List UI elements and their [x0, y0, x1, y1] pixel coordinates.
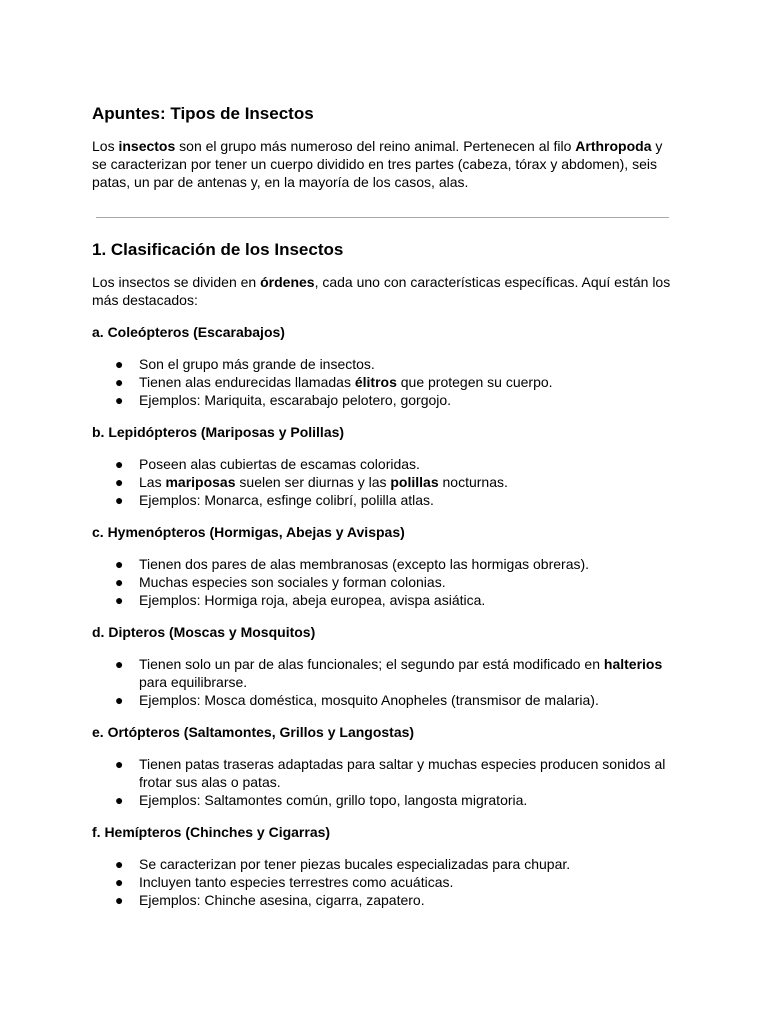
list-item: [92, 455, 677, 473]
list-item-text: Incluyen tanto especies terrestres como acuáticas.: [139, 874, 454, 890]
list-item-bold-term: élitros: [354, 374, 397, 390]
list-item-bold-term: polillas: [390, 474, 439, 490]
bullet-list-coleopteros: [92, 355, 677, 409]
section-title: 1. Clasificación de los Insectos: [92, 240, 344, 259]
intro-text: y se caracterizan por tener un cuerpo dividido en tres partes (cabeza, tórax y abdomen), seis patas, un par de antenas y, en la mayoría de los casos, alas.: [92, 138, 663, 190]
list-item-text: Se caracterizan por tener piezas bucales especializadas para chupar.: [139, 856, 571, 872]
bullet-icon: ●: [115, 692, 124, 708]
bullet-icon: ●: [115, 856, 124, 872]
list-item: [92, 355, 677, 373]
list-item-bold-term: mariposas: [165, 474, 236, 490]
list-item: [92, 791, 677, 809]
bullet-icon: ●: [115, 374, 124, 390]
list-item: [92, 555, 677, 573]
bullet-icon: ●: [115, 892, 124, 908]
list-item-text: Muchas especies son sociales y forman colonias.: [139, 574, 446, 590]
bullet-icon: ●: [115, 792, 124, 808]
bullet-list-ortopteros: [92, 755, 677, 809]
list-item-text: para equilibrarse.: [139, 674, 248, 690]
list-item-bold-term: halterios: [603, 656, 663, 672]
list-item-text: Tienen alas endurecidas llamadas: [139, 374, 355, 390]
list-item-text: Son el grupo más grande de insectos.: [139, 356, 375, 372]
list-item-text: que protegen su cuerpo.: [396, 374, 553, 390]
list-item: [92, 491, 677, 509]
subsection-title-ortopteros: e. Ortópteros (Saltamontes, Grillos y Langostas): [92, 724, 415, 740]
list-item-text: Ejemplos: Saltamontes común, grillo topo, langosta migratoria.: [139, 792, 528, 808]
list-item-text: Las: [139, 474, 166, 490]
horizontal-divider: [96, 217, 669, 218]
list-item: [92, 855, 677, 873]
intro-text: Los: [92, 138, 119, 154]
document-page: [92, 102, 677, 909]
section-intro-paragraph: [92, 273, 677, 309]
list-item-text: Tienen dos pares de alas membranosas (excepto las hormigas obreras).: [139, 556, 590, 572]
list-item: [92, 655, 677, 691]
list-item: [92, 755, 677, 791]
intro-text: son el grupo más numeroso del reino animal. Pertenecen al filo: [175, 138, 576, 154]
document-title: Apuntes: Tipos de Insectos: [92, 104, 314, 123]
bullet-icon: ●: [115, 874, 124, 890]
bullet-icon: ●: [115, 492, 124, 508]
subsection-title-lepidopteros: b. Lepidópteros (Mariposas y Polillas): [92, 424, 345, 440]
list-item-text: Ejemplos: Chinche asesina, cigarra, zapatero.: [139, 892, 425, 908]
list-item: [92, 691, 677, 709]
list-item: [92, 373, 677, 391]
bullet-icon: ●: [115, 756, 124, 772]
bullet-icon: ●: [115, 556, 124, 572]
bullet-list-hymenopteros: [92, 555, 677, 609]
bullet-list-lepidopteros: [92, 455, 677, 509]
intro-paragraph: [92, 137, 677, 191]
subsection-title-hemipteros: f. Hemípteros (Chinches y Cigarras): [92, 824, 331, 840]
list-item: [92, 891, 677, 909]
list-item-text: Tienen solo un par de alas funcionales; el segundo par está modificado en: [139, 656, 604, 672]
list-item-text: Ejemplos: Mosca doméstica, mosquito Anopheles (transmisor de malaria).: [139, 692, 599, 708]
list-item: [92, 873, 677, 891]
intro-bold-term: Arthropoda: [575, 138, 652, 154]
list-item-text: Ejemplos: Hormiga roja, abeja europea, avispa asiática.: [139, 592, 486, 608]
subsection-title-hymenopteros: c. Hymenópteros (Hormigas, Abejas y Avispas): [92, 524, 405, 540]
section-intro-text: Los insectos se dividen en: [92, 274, 261, 290]
list-item: [92, 591, 677, 609]
bullet-list-dipteros: [92, 655, 677, 709]
bullet-icon: ●: [115, 356, 124, 372]
bullet-icon: ●: [115, 574, 124, 590]
list-item: [92, 573, 677, 591]
list-item-text: Ejemplos: Mariquita, escarabajo pelotero, gorgojo.: [139, 392, 452, 408]
list-item-text: Ejemplos: Monarca, esfinge colibrí, polilla atlas.: [139, 492, 434, 508]
list-item: [92, 391, 677, 409]
bullet-icon: ●: [115, 456, 124, 472]
bullet-icon: ●: [115, 392, 124, 408]
section-intro-text: , cada uno con características específicas. Aquí están los más destacados:: [92, 274, 671, 308]
bullet-icon: ●: [115, 656, 124, 672]
subsection-title-coleopteros: a. Coleópteros (Escarabajos): [92, 324, 285, 340]
bullet-list-hemipteros: [92, 855, 677, 909]
list-item-text: suelen ser diurnas y las: [235, 474, 391, 490]
list-item: [92, 473, 677, 491]
list-item-text: nocturnas.: [438, 474, 508, 490]
bullet-icon: ●: [115, 592, 124, 608]
list-item-text: Poseen alas cubiertas de escamas coloridas.: [139, 456, 420, 472]
intro-bold-term: insectos: [118, 138, 176, 154]
section-intro-bold-term: órdenes: [260, 274, 315, 290]
list-item-text: Tienen patas traseras adaptadas para saltar y muchas especies producen sonidos al frotar sus alas o patas.: [139, 756, 666, 790]
subsection-title-dipteros: d. Dipteros (Moscas y Mosquitos): [92, 624, 316, 640]
bullet-icon: ●: [115, 474, 124, 490]
